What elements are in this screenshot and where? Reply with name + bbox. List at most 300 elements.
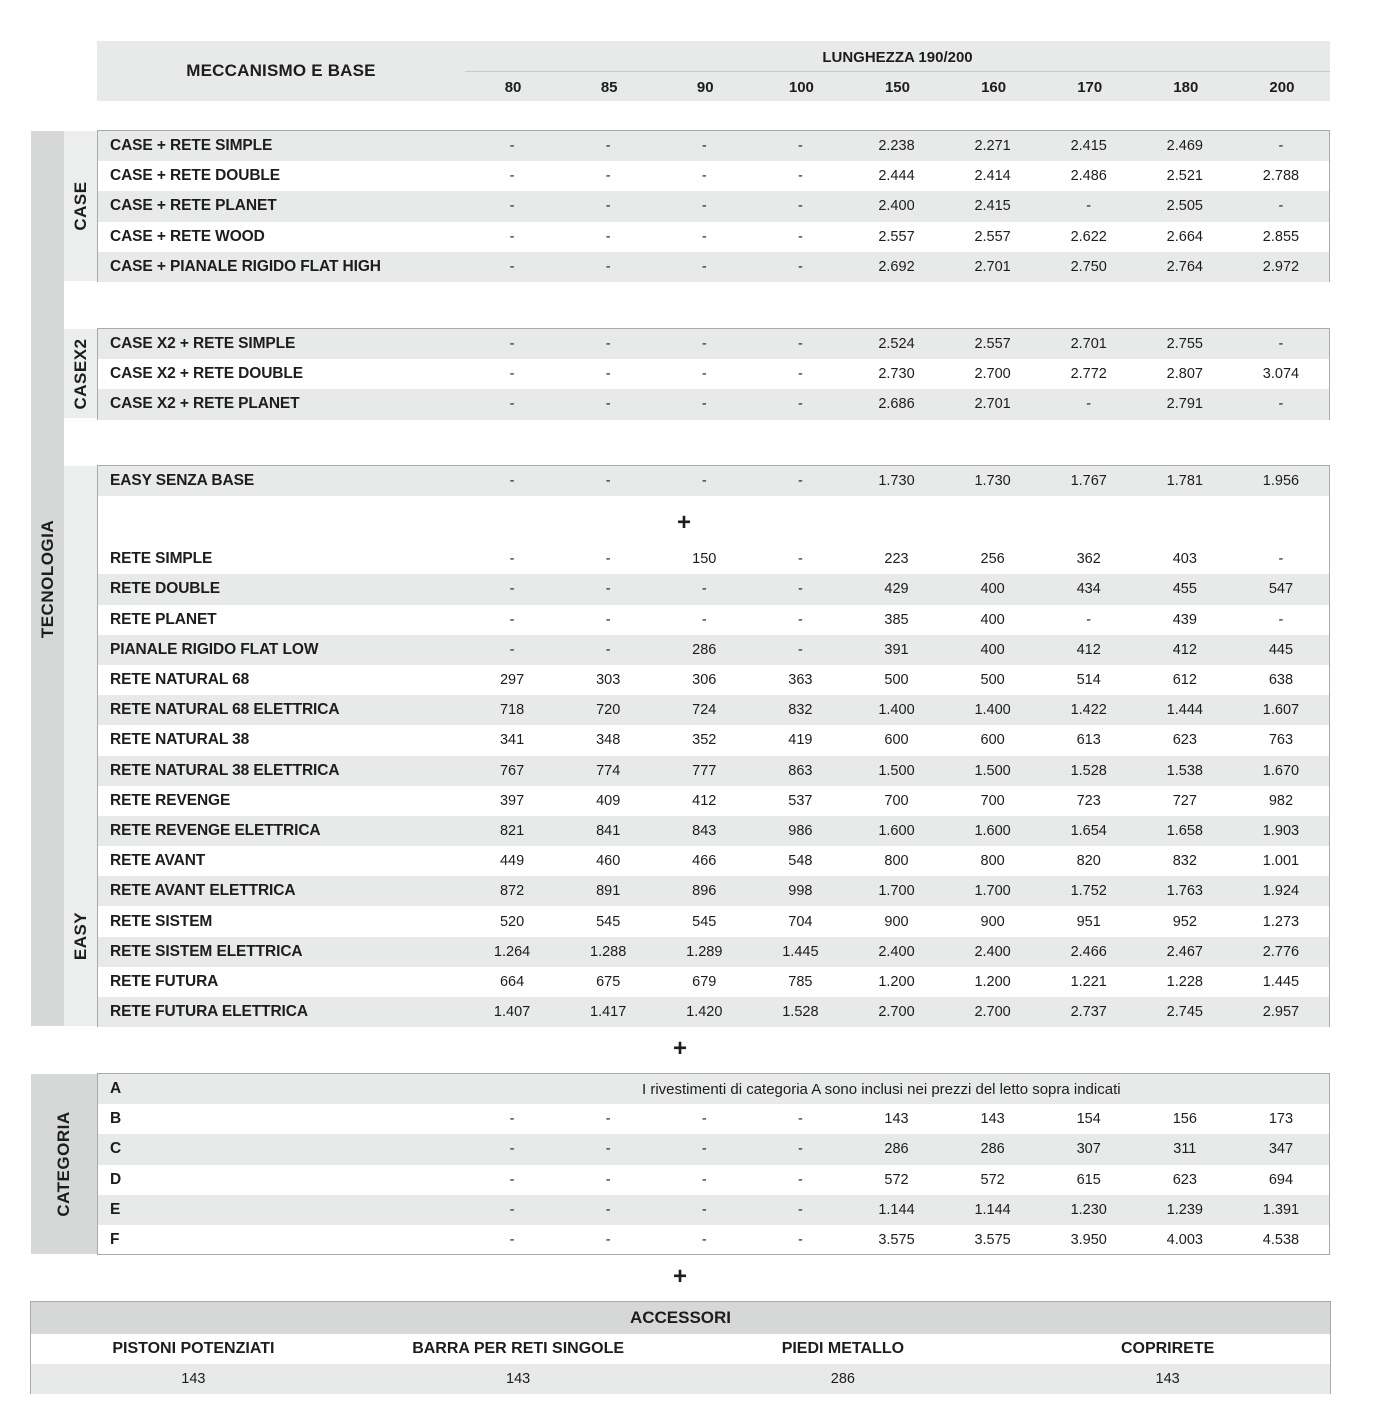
table-row [98, 665, 1329, 695]
row-values [464, 1111, 1329, 1127]
price-cell: 347 [1268, 1141, 1294, 1158]
price-cell: - [605, 1201, 611, 1218]
length-label: LUNGHEZZA 190/200 [822, 48, 973, 66]
price-cell: 1.752 [1070, 883, 1107, 900]
row-values [464, 396, 1329, 412]
price-cell: - [605, 258, 611, 275]
col-header: 90 [696, 78, 714, 96]
price-cell: 2.469 [1166, 138, 1203, 155]
price-cell: 1.444 [1166, 702, 1203, 719]
row-label: RETE FUTURA ELETTRICA [110, 1003, 308, 1021]
price-cell: 724 [692, 702, 717, 719]
price-cell: 1.420 [686, 1004, 723, 1021]
easy-table [97, 465, 1330, 1027]
table-row [98, 816, 1329, 846]
price-cell: - [797, 396, 803, 413]
price-cell: - [509, 336, 515, 353]
price-cell: - [701, 473, 707, 490]
price-cell: 1.903 [1262, 822, 1300, 839]
price-cell: 2.444 [878, 168, 915, 185]
price-cell: - [509, 258, 515, 275]
price-cell: 763 [1268, 732, 1294, 749]
price-cell: 400 [980, 581, 1005, 598]
price-cell: 1.763 [1166, 883, 1203, 900]
price-cell: - [701, 258, 707, 275]
col-header: 160 [981, 78, 1007, 96]
header-divider [465, 71, 1330, 72]
row-label: CASE X2 + RETE DOUBLE [110, 365, 303, 383]
table-row [98, 1195, 1329, 1225]
price-cell: 2.776 [1262, 943, 1300, 960]
price-cell: 439 [1172, 611, 1197, 628]
price-cell: - [605, 551, 611, 568]
price-cell: - [605, 396, 611, 413]
row-label: B [110, 1110, 122, 1128]
price-cell: 700 [980, 792, 1005, 809]
price-cell: 2.701 [974, 258, 1011, 275]
price-cell: 429 [884, 581, 909, 598]
price-cell: - [1278, 336, 1284, 353]
categoria-label: CATEGORIA [54, 1111, 73, 1217]
table-row [98, 756, 1329, 786]
price-cell: 256 [980, 551, 1005, 568]
table-row [98, 466, 1329, 496]
price-cell: 449 [499, 853, 525, 870]
casex2-bar [64, 329, 97, 418]
price-cell: 1.538 [1166, 762, 1203, 779]
price-cell: - [509, 396, 515, 413]
accessory-label: PIEDI METALLO [781, 1340, 905, 1357]
price-cell: 400 [980, 641, 1005, 658]
price-cell: - [605, 1171, 611, 1188]
price-cell: 2.791 [1166, 396, 1203, 413]
price-cell: 2.807 [1166, 366, 1203, 383]
price-cell: 1.700 [878, 883, 915, 900]
row-label: CASE X2 + RETE SIMPLE [110, 335, 296, 353]
table-row [98, 191, 1329, 221]
row-label: RETE REVENGE [110, 791, 231, 809]
price-cell: 679 [692, 973, 717, 990]
row-label: RETE SISTEM [110, 912, 213, 930]
case-table [97, 130, 1330, 282]
price-cell: 1.924 [1262, 883, 1300, 900]
price-cell: - [1278, 551, 1284, 568]
price-cell: 548 [788, 853, 813, 870]
price-cell: 2.557 [878, 228, 915, 245]
price-cell: 1.221 [1070, 973, 1107, 990]
price-cell: 2.466 [1070, 943, 1107, 960]
price-cell: 832 [1172, 853, 1197, 870]
price-cell: 306 [692, 672, 717, 689]
price-cell: 1.001 [1262, 853, 1300, 870]
casex2-table [97, 328, 1330, 420]
row-label: D [110, 1170, 122, 1188]
row-values [464, 672, 1329, 688]
row-values [464, 732, 1329, 748]
price-cell: 434 [1076, 581, 1101, 598]
price-cell: 143 [884, 1111, 909, 1128]
price-cell: 466 [692, 853, 717, 870]
price-cell: - [701, 1232, 707, 1249]
price-cell: - [509, 1171, 515, 1188]
price-cell: 445 [1268, 641, 1294, 658]
price-cell: 303 [596, 672, 621, 689]
price-cell: - [797, 1111, 803, 1128]
table-row [98, 967, 1329, 997]
price-cell: - [797, 168, 803, 185]
plus-icon: + [676, 509, 691, 537]
price-cell: 1.200 [878, 973, 915, 990]
easy-label: EASY [70, 912, 90, 961]
price-cell: 1.391 [1262, 1201, 1300, 1218]
categoria-bar [31, 1074, 97, 1254]
accessory-price: 143 [506, 1371, 531, 1387]
price-cell: 500 [884, 672, 909, 689]
table-row [98, 997, 1329, 1027]
price-cell: 863 [788, 762, 813, 779]
price-cell: 998 [788, 883, 813, 900]
price-cell: 612 [1172, 672, 1197, 689]
price-cell: 403 [1172, 551, 1197, 568]
price-cell: 718 [499, 702, 525, 719]
price-cell: - [701, 611, 707, 628]
row-values [464, 1172, 1329, 1188]
row-label: CASE X2 + RETE PLANET [110, 395, 300, 413]
price-cell: 2.701 [1070, 336, 1107, 353]
row-label: RETE DOUBLE [110, 580, 220, 598]
row-values [464, 1202, 1329, 1218]
price-cell: 2.557 [974, 228, 1011, 245]
table-row [98, 574, 1329, 604]
accessory-price: 143 [181, 1371, 206, 1387]
price-cell: 623 [1172, 732, 1197, 749]
price-cell: 1.407 [493, 1004, 531, 1021]
price-cell: - [509, 198, 515, 215]
row-label: CASE + RETE SIMPLE [110, 137, 273, 155]
price-cell: 2.700 [974, 366, 1011, 383]
price-cell: 2.664 [1166, 228, 1203, 245]
price-cell: - [1278, 198, 1284, 215]
price-cell: - [1086, 396, 1092, 413]
price-cell: 2.505 [1166, 198, 1203, 215]
price-cell: - [797, 641, 803, 658]
price-cell: - [509, 473, 515, 490]
price-cell: - [701, 1201, 707, 1218]
table-row [98, 544, 1329, 574]
price-cell: 514 [1076, 672, 1101, 689]
price-cell: - [797, 551, 803, 568]
row-values [464, 1141, 1329, 1157]
row-label: CASE + RETE WOOD [110, 227, 265, 245]
row-values [464, 763, 1329, 779]
price-cell: - [797, 1201, 803, 1218]
price-cell: 572 [980, 1171, 1005, 1188]
price-cell: 2.700 [974, 1004, 1011, 1021]
price-cell: 1.264 [493, 943, 531, 960]
price-cell: 600 [884, 732, 909, 749]
price-cell: - [701, 366, 707, 383]
price-cell: 156 [1172, 1111, 1197, 1128]
price-cell: 2.701 [974, 396, 1011, 413]
price-cell: 2.400 [878, 943, 915, 960]
price-cell: 2.486 [1070, 168, 1107, 185]
price-cell: - [701, 168, 707, 185]
table-row [98, 1165, 1329, 1195]
price-cell: - [797, 611, 803, 628]
price-cell: 777 [692, 762, 717, 779]
price-cell: 720 [596, 702, 621, 719]
price-cell: - [509, 581, 515, 598]
price-cell: - [509, 1232, 515, 1249]
row-values [464, 853, 1329, 869]
price-cell: - [509, 168, 515, 185]
price-cell: 1.239 [1166, 1201, 1203, 1218]
price-cell: 1.228 [1166, 973, 1203, 990]
row-label: RETE PLANET [110, 610, 217, 628]
accessory-price: 143 [1155, 1371, 1180, 1387]
price-cell: 664 [499, 973, 525, 990]
table-row [98, 846, 1329, 876]
price-cell: - [797, 228, 803, 245]
price-cell: 1.956 [1262, 473, 1300, 490]
row-values [464, 336, 1329, 352]
price-cell: 2.415 [1070, 138, 1107, 155]
accessori-table [30, 1301, 1331, 1394]
price-cell: 1.289 [686, 943, 723, 960]
price-cell: 2.730 [878, 366, 915, 383]
col-header: 200 [1269, 78, 1295, 96]
easy-bar [64, 466, 97, 1026]
price-cell: - [605, 1111, 611, 1128]
row-values [464, 581, 1329, 597]
categoria-table [97, 1073, 1330, 1255]
row-label: C [110, 1140, 122, 1158]
accessory-label: BARRA PER RETI SINGOLE [412, 1340, 625, 1357]
accessory-label: COPRIRETE [1120, 1340, 1215, 1357]
price-cell: 613 [1076, 732, 1101, 749]
price-cell: - [509, 641, 515, 658]
row-label: RETE SIMPLE [110, 550, 213, 568]
price-cell: - [605, 581, 611, 598]
row-values [464, 793, 1329, 809]
price-cell: 363 [788, 672, 813, 689]
table-row [98, 635, 1329, 665]
row-values [464, 138, 1329, 154]
price-cell: 307 [1076, 1141, 1101, 1158]
price-cell: 2.737 [1070, 1004, 1107, 1021]
row-values [464, 259, 1329, 275]
table-row [98, 222, 1329, 252]
price-cell: 1.600 [974, 822, 1011, 839]
price-cell: 2.692 [878, 258, 915, 275]
price-cell: - [509, 611, 515, 628]
row-label: RETE NATURAL 68 ELETTRICA [110, 701, 340, 719]
price-cell: - [797, 1171, 803, 1188]
price-cell: - [605, 366, 611, 383]
price-cell: 143 [980, 1111, 1005, 1128]
table-row [98, 906, 1329, 936]
col-header: 85 [600, 78, 618, 96]
price-cell: 2.467 [1166, 943, 1203, 960]
price-cell: 1.528 [1070, 762, 1107, 779]
price-cell: 341 [499, 732, 525, 749]
price-cell: 800 [884, 853, 909, 870]
table-row [98, 1104, 1329, 1134]
price-cell: 2.745 [1166, 1004, 1203, 1021]
price-cell: 3.074 [1262, 366, 1300, 383]
row-values [464, 883, 1329, 899]
price-cell: 2.622 [1070, 228, 1107, 245]
price-cell: 520 [499, 913, 525, 930]
price-cell: 2.238 [878, 138, 915, 155]
price-cell: 2.788 [1262, 168, 1300, 185]
price-cell: 982 [1268, 792, 1294, 809]
price-cell: - [797, 1141, 803, 1158]
price-cell: 286 [980, 1141, 1005, 1158]
row-label: CASE + RETE PLANET [110, 197, 277, 215]
price-cell: - [1278, 396, 1284, 413]
price-cell: 727 [1172, 792, 1197, 809]
price-cell: 391 [884, 641, 909, 658]
price-cell: - [701, 336, 707, 353]
price-cell: 3.950 [1070, 1232, 1107, 1249]
price-cell: 1.700 [974, 883, 1011, 900]
price-cell: 841 [596, 822, 621, 839]
price-cell: - [509, 1111, 515, 1128]
price-cell: 700 [884, 792, 909, 809]
price-cell: 1.658 [1166, 822, 1203, 839]
price-cell: 1.144 [878, 1201, 915, 1218]
row-label: RETE FUTURA [110, 972, 219, 990]
col-header: 100 [788, 78, 814, 96]
plus-icon: + [672, 1035, 687, 1062]
row-label: RETE AVANT [110, 852, 206, 870]
price-cell: 767 [499, 762, 525, 779]
price-cell: 455 [1172, 581, 1197, 598]
table-row [98, 695, 1329, 725]
price-cell: - [701, 1171, 707, 1188]
price-cell: 2.524 [878, 336, 915, 353]
case-label: CASE [70, 181, 90, 231]
price-cell: 286 [692, 641, 717, 658]
price-cell: 1.670 [1262, 762, 1300, 779]
price-cell: 1.730 [878, 473, 915, 490]
price-cell: 2.755 [1166, 336, 1203, 353]
price-cell: 843 [692, 822, 717, 839]
row-values [464, 551, 1329, 567]
price-cell: 1.144 [974, 1201, 1011, 1218]
table-row [98, 786, 1329, 816]
row-label: A [110, 1080, 122, 1098]
price-cell: 872 [499, 883, 525, 900]
price-cell: 3.575 [974, 1232, 1011, 1249]
price-cell: 3.575 [878, 1232, 915, 1249]
price-cell: - [509, 138, 515, 155]
price-cell: 4.538 [1262, 1232, 1300, 1249]
price-cell: 951 [1076, 913, 1101, 930]
price-cell: - [701, 138, 707, 155]
price-cell: - [701, 1141, 707, 1158]
row-label: RETE NATURAL 68 [110, 671, 250, 689]
col-header: 170 [1077, 78, 1103, 96]
price-cell: 1.445 [1262, 973, 1300, 990]
price-cell: 2.271 [974, 138, 1011, 155]
price-cell: 297 [499, 672, 525, 689]
price-cell: 223 [884, 551, 909, 568]
price-cell: - [797, 138, 803, 155]
price-cell: 572 [884, 1171, 909, 1188]
price-cell: 412 [1076, 641, 1101, 658]
table-row [98, 161, 1329, 191]
price-cell: 1.445 [782, 943, 819, 960]
accessori-title: ACCESSORI [31, 1302, 1330, 1334]
price-cell: - [797, 198, 803, 215]
accessory-price: 286 [830, 1371, 855, 1387]
table-row [98, 131, 1329, 161]
table-row [98, 252, 1329, 282]
table-row [98, 725, 1329, 755]
price-cell: 600 [980, 732, 1005, 749]
accessori-prices [31, 1364, 1330, 1394]
price-cell: 311 [1173, 1141, 1197, 1158]
row-values [464, 974, 1329, 990]
price-cell: 1.781 [1166, 473, 1203, 490]
row-label: RETE NATURAL 38 ELETTRICA [110, 761, 340, 779]
price-cell: 896 [692, 883, 717, 900]
price-cell: 286 [884, 1141, 909, 1158]
price-cell: - [509, 1141, 515, 1158]
price-cell: - [701, 396, 707, 413]
price-cell: - [605, 168, 611, 185]
price-cell: - [605, 1141, 611, 1158]
price-cell: 173 [1268, 1111, 1294, 1128]
price-cell: 4.003 [1166, 1232, 1203, 1249]
price-cell: 2.686 [878, 396, 915, 413]
price-cell: 352 [692, 732, 717, 749]
row-values [464, 642, 1329, 658]
row-values [464, 914, 1329, 930]
row-label: EASY SENZA BASE [110, 472, 255, 490]
price-cell: 385 [884, 611, 909, 628]
row-label: F [110, 1231, 120, 1249]
row-values [464, 823, 1329, 839]
price-cell: - [605, 228, 611, 245]
price-cell: 723 [1076, 792, 1101, 809]
price-cell: 1.200 [974, 973, 1011, 990]
price-cell: 397 [499, 792, 525, 809]
price-cell: 2.957 [1262, 1004, 1300, 1021]
price-cell: - [797, 336, 803, 353]
price-cell: 1.767 [1070, 473, 1107, 490]
table-row [98, 876, 1329, 906]
accessori-labels [31, 1334, 1330, 1364]
price-cell: 2.700 [878, 1004, 915, 1021]
category-a-note: I rivestimenti di categoria A sono inclusi nei prezzi del letto sopra indicati [642, 1080, 1121, 1098]
price-cell: 2.972 [1262, 258, 1300, 275]
row-values [464, 366, 1329, 382]
price-cell: 615 [1076, 1171, 1101, 1188]
plus-separator [98, 496, 1329, 544]
table-row [98, 1074, 1329, 1104]
row-values [464, 1232, 1329, 1248]
row-label: CASE + RETE DOUBLE [110, 167, 281, 185]
row-values [464, 612, 1329, 628]
price-cell: 1.400 [974, 702, 1011, 719]
price-cell: 409 [596, 792, 621, 809]
price-cell: 832 [788, 702, 813, 719]
price-cell: 2.557 [974, 336, 1011, 353]
price-cell: 694 [1268, 1171, 1294, 1188]
